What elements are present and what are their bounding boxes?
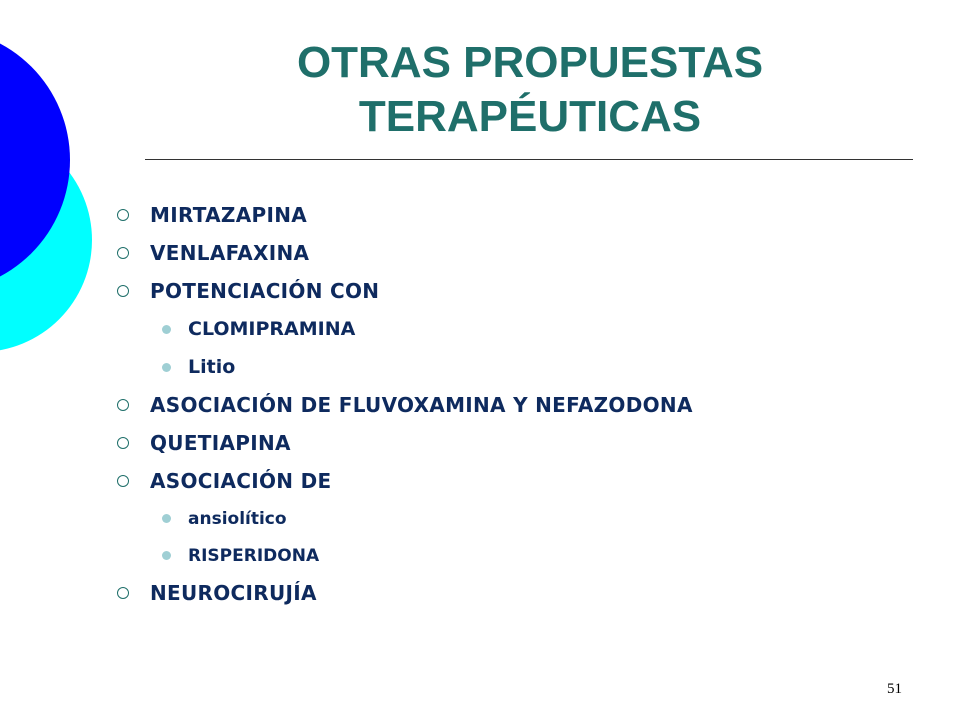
dot-bullet-icon [162, 363, 171, 372]
bullet-list [112, 196, 932, 612]
list-item-label: ASOCIACIÓN DE [150, 469, 332, 493]
decorative-circles [0, 0, 130, 400]
circle-bullet-icon [117, 285, 129, 297]
list-item [112, 462, 932, 500]
page-number: 51 [887, 681, 902, 697]
list-item [112, 386, 932, 424]
list-item [112, 574, 932, 612]
sub-list-item-label: Litio [188, 356, 236, 378]
sub-list-item [112, 310, 932, 348]
sub-list-item [112, 348, 932, 386]
list-item-label: ASOCIACIÓN DE FLUVOXAMINA Y NEFAZODONA [150, 393, 693, 417]
list-item-label: POTENCIACIÓN CON [150, 279, 380, 303]
dot-bullet-icon [162, 551, 171, 560]
list-item [112, 424, 932, 462]
list-item-label: NEUROCIRUJÍA [150, 581, 317, 605]
sub-list-item-label: CLOMIPRAMINA [188, 318, 356, 340]
circle-bullet-icon [117, 587, 129, 599]
title-line-1: OTRAS PROPUESTAS [296, 38, 764, 87]
list-item-label: VENLAFAXINA [150, 241, 310, 265]
circle-bullet-icon [117, 399, 129, 411]
list-item-label: MIRTAZAPINA [150, 203, 308, 227]
list-item [112, 234, 932, 272]
title-divider [145, 159, 913, 160]
circle-bullet-icon [117, 209, 129, 221]
title-line-2: TERAPÉUTICAS [358, 92, 702, 141]
list-item [112, 196, 932, 234]
sub-list-item [112, 537, 932, 574]
dot-bullet-icon [162, 514, 171, 523]
list-item-label: QUETIAPINA [150, 431, 291, 455]
sub-list-item-label: RISPERIDONA [188, 545, 320, 566]
sub-list-item [112, 500, 932, 537]
slide-title [145, 36, 915, 144]
dot-bullet-icon [162, 325, 171, 334]
circle-bullet-icon [117, 437, 129, 449]
list-item [112, 272, 932, 310]
circle-bullet-icon [117, 475, 129, 487]
circle-bullet-icon [117, 247, 129, 259]
sub-list-item-label: ansiolítico [188, 508, 287, 529]
